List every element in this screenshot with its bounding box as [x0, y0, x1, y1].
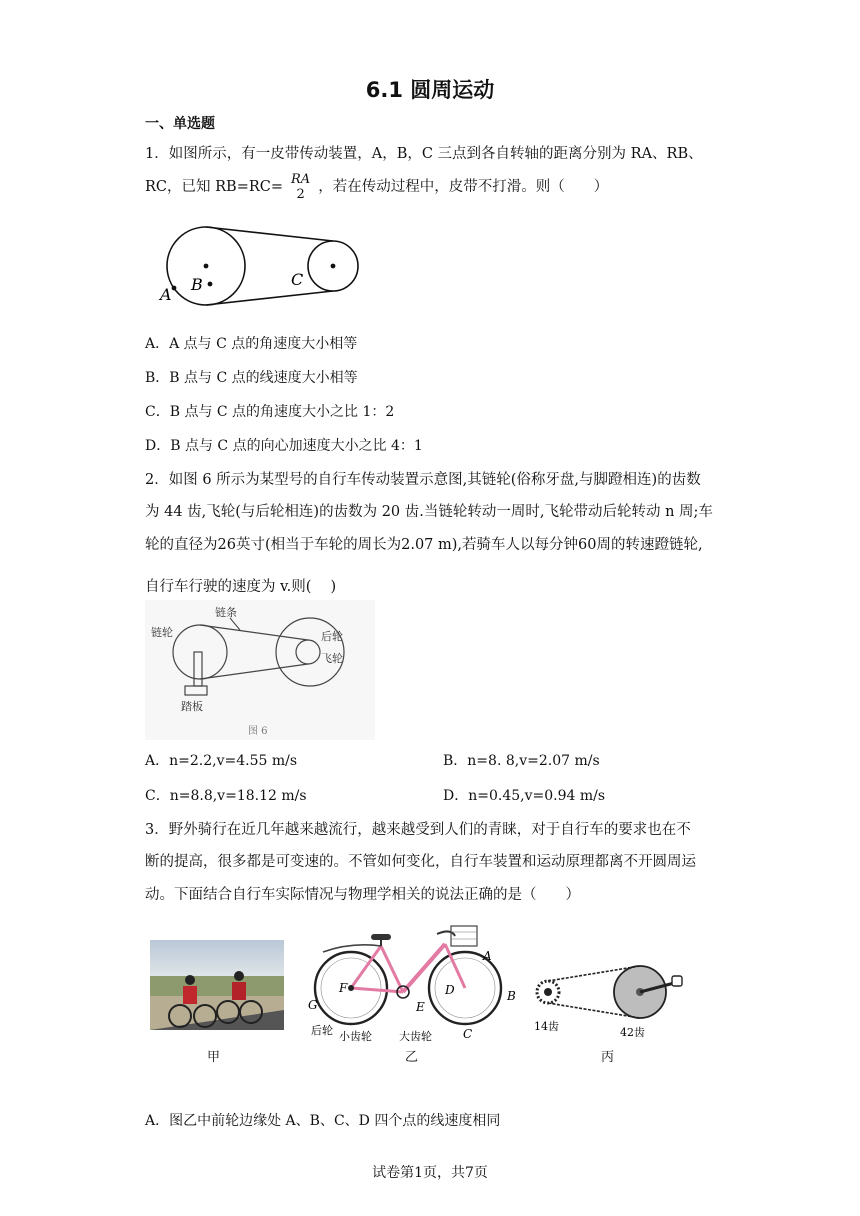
q2-bike-drive-figure: [145, 600, 375, 740]
q1-label-c: C: [291, 270, 304, 289]
q2-label-flywheel: 飞轮: [321, 652, 343, 665]
q2-stem-line-2: 为 44 齿,飞轮(与后轮相连)的齿数为 20 齿.当链轮转动一周时,飞轮带动后轮转动 n 周;车: [145, 504, 713, 520]
q3-stem-line-2: 断的提高，很多都是可变速的。不管如何变化，自行车装置和运动原理都离不开圆周运: [145, 854, 696, 870]
q3-bike-label-d: D: [445, 983, 455, 997]
q3-bike-label-rear-wheel: 后轮: [311, 1024, 333, 1037]
q3-bike-label-c: C: [463, 1027, 473, 1041]
section-heading: 一、单选题: [145, 116, 215, 132]
q3-gear-figure: [530, 960, 690, 1040]
q1-option-b[interactable]: B．B 点与 C 点的线速度大小相等: [145, 370, 358, 386]
q1-fraction: [287, 172, 314, 202]
q3-bike-label-g: G: [308, 998, 318, 1012]
q1-stem-line-1: 1．如图所示，有一皮带传动装置，A，B，C 三点到各自转轴的距离分别为 RA、RB、: [145, 146, 703, 162]
q3-stem-line-3: 动。下面结合自行车实际情况与物理学相关的说法正确的是（ ）: [145, 887, 580, 903]
q2-stem-line-4: 自行车行驶的速度为 v.则( ): [145, 579, 337, 595]
page-footer: 试卷第1页，共7页: [372, 1165, 488, 1181]
q3-bike-label-b: B: [507, 989, 516, 1003]
q3-gear-label-14: 14齿: [534, 1020, 559, 1033]
q1-frac-denominator: 2: [296, 187, 305, 202]
q1-label-a: A: [160, 285, 172, 304]
q3-bike-label-f: F: [339, 981, 348, 995]
q1-stem-post: ，若在传动过程中，皮带不打滑。则（ ）: [318, 179, 609, 195]
q1-stem-pre: RC，已知 RB=RC=: [145, 179, 284, 195]
q2-stem-line-1: 2．如图 6 所示为某型号的自行车传动装置示意图,其链轮(俗称牙盘,与脚蹬相连)的齿数: [145, 472, 701, 488]
q2-figure-caption: 图 6: [248, 726, 268, 737]
q2-label-chainwheel: 链轮: [151, 626, 173, 639]
q2-option-b[interactable]: B．n=8. 8,v=2.07 m/s: [443, 753, 600, 769]
q2-label-rear-wheel: 后轮: [321, 630, 343, 643]
q2-label-chain: 链条: [215, 606, 237, 619]
q3-bike-label-small-gear: 小齿轮: [339, 1030, 372, 1043]
q3-caption-bing: 丙: [601, 1050, 615, 1065]
q2-option-c[interactable]: C．n=8.8,v=18.12 m/s: [145, 788, 307, 804]
q2-label-pedal: 踏板: [181, 700, 203, 713]
q3-bike-label-big-gear: 大齿轮: [399, 1030, 432, 1043]
q1-option-d[interactable]: D．B 点与 C 点的向心加速度大小之比 4：1: [145, 438, 423, 454]
q3-option-a[interactable]: A．图乙中前轮边缘处 A、B、C、D 四个点的线速度相同: [145, 1113, 501, 1129]
q1-stem-line-2: [145, 172, 608, 202]
q3-gear-label-42: 42齿: [620, 1026, 645, 1039]
q1-option-c[interactable]: C．B 点与 C 点的角速度大小之比 1：2: [145, 404, 395, 420]
q2-stem-line-3: 轮的直径为26英寸(相当于车轮的周长为2.07 m),若骑车人以每分钟60周的转速蹬链轮,: [145, 537, 703, 553]
q3-stem-line-1: 3．野外骑行在近几年越来越流行，越来越受到人们的青睐，对于自行车的要求也在不: [145, 822, 691, 838]
q3-bike-label-a: A: [483, 949, 492, 963]
q2-option-d[interactable]: D．n=0.45,v=0.94 m/s: [443, 788, 606, 804]
q3-bicycle-figure: [305, 912, 520, 1048]
q1-option-a[interactable]: A．A 点与 C 点的角速度大小相等: [145, 336, 358, 352]
q3-bike-label-e: E: [416, 1000, 425, 1014]
q1-label-b: B: [191, 275, 203, 294]
q1-belt-figure: [150, 220, 370, 320]
q3-caption-jia: 甲: [207, 1050, 221, 1065]
q2-option-a[interactable]: A．n=2.2,v=4.55 m/s: [145, 753, 298, 769]
q3-caption-yi: 乙: [405, 1050, 419, 1065]
q3-cyclists-photo: [150, 940, 284, 1030]
page-title: 6.1 圆周运动: [365, 78, 495, 102]
q1-frac-numerator: RA: [291, 172, 311, 187]
